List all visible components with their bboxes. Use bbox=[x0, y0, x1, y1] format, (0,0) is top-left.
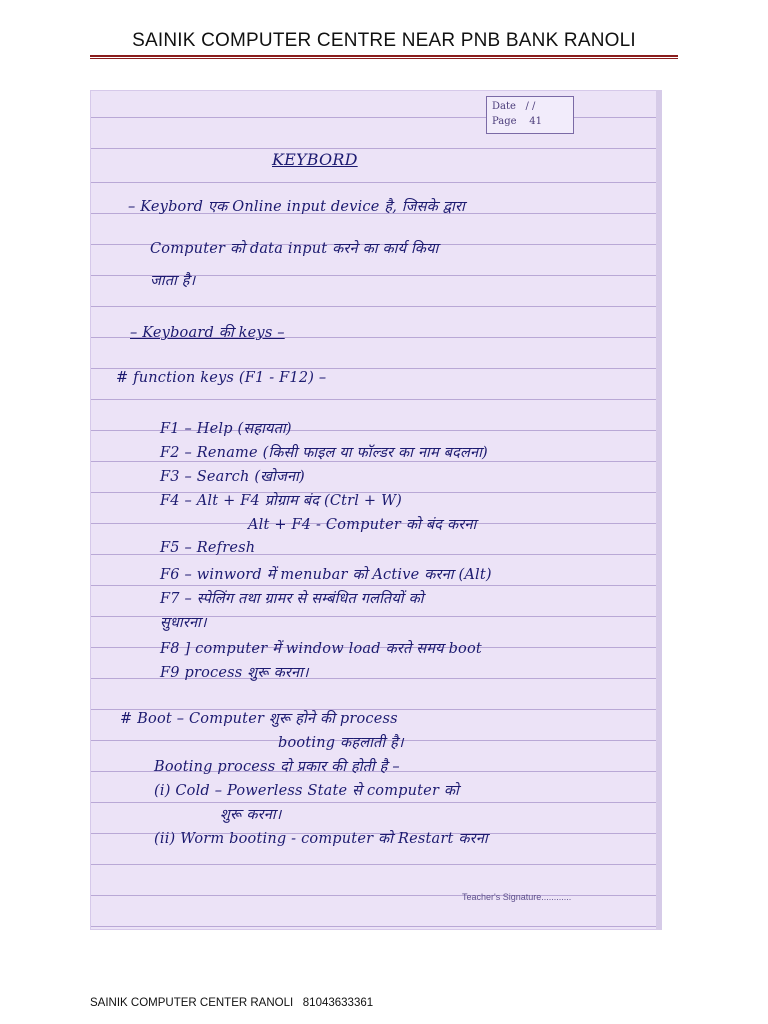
note-line: (ii) Worm booting - computer को Restart करना bbox=[154, 831, 488, 847]
header-divider-thin bbox=[90, 58, 678, 59]
note-line: Computer को data input करने का कार्य किया bbox=[150, 241, 439, 257]
note-line: F6 – winword में menubar को Active करना (Alt) bbox=[160, 567, 492, 583]
note-line: F9 process शुरू करना। bbox=[160, 665, 309, 681]
note-title: KEYBORD bbox=[272, 150, 358, 169]
note-line: F8 ] computer में window load करते समय boot bbox=[160, 641, 482, 657]
note-line: Booting process दो प्रकार की होती है – bbox=[154, 759, 400, 775]
page-footer: SAINIK COMPUTER CENTER RANOLI 81043633361 bbox=[90, 997, 374, 1009]
date-row bbox=[492, 101, 535, 112]
notebook-page-photo bbox=[90, 90, 662, 930]
page-label: Page bbox=[492, 116, 517, 127]
note-line: शुरू करना। bbox=[220, 807, 282, 823]
note-line: # Boot – Computer शुरू होने की process bbox=[120, 711, 398, 727]
page-number: 41 bbox=[529, 116, 543, 127]
note-line: F2 – Rename (किसी फाइल या फॉल्डर का नाम बदलना) bbox=[160, 445, 488, 461]
note-line: F4 – Alt + F4 प्रोग्राम बंद (Ctrl + W) bbox=[160, 493, 403, 509]
note-line: जाता है। bbox=[150, 273, 196, 289]
note-line: F5 – Refresh bbox=[160, 540, 256, 556]
page-row bbox=[492, 116, 542, 127]
header-divider bbox=[90, 55, 678, 57]
page-edge bbox=[656, 90, 662, 930]
note-line: # function keys (F1 - F12) – bbox=[116, 370, 327, 386]
date-label: Date bbox=[492, 101, 516, 112]
note-line: सुधारना। bbox=[160, 615, 207, 631]
page-header-title: SAINIK COMPUTER CENTRE NEAR PNB BANK RANOLI bbox=[132, 30, 636, 51]
note-line: booting कहलाती है। bbox=[278, 735, 404, 751]
date-page-box bbox=[486, 96, 574, 134]
note-subheading: – Keyboard की keys – bbox=[130, 325, 285, 341]
date-value: / / bbox=[525, 101, 536, 112]
note-line: – Keybord एक Online input device है, जिसके द्वारा bbox=[128, 199, 465, 215]
note-line: Alt + F4 - Computer को बंद करना bbox=[248, 517, 477, 533]
note-line: F1 – Help (सहायता) bbox=[160, 421, 292, 437]
note-line: F3 – Search (खोजना) bbox=[160, 469, 305, 485]
teacher-signature-label: Teacher's Signature............ bbox=[462, 892, 572, 902]
note-line: (i) Cold – Powerless State से computer को bbox=[154, 783, 459, 799]
note-line: F7 – स्पेलिंग तथा ग्रामर से सम्बंधित गलतियों को bbox=[160, 591, 424, 607]
